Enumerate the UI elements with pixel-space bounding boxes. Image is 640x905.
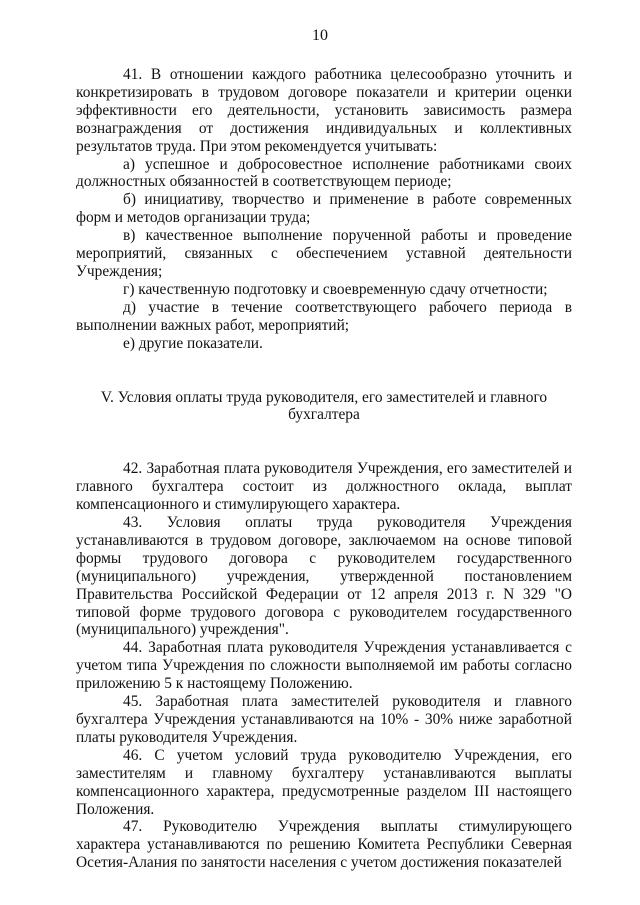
- paragraph-41: 41. В отношении каждого работника целесообразно уточнить и конкретизировать в трудовом договоре показатели и критерии оценки эффективности его деятельности, установить зависимость размера вознаграждения от достижения индивидуальных и коллективных результатов труда. При этом рекомендуется учитывать:: [76, 66, 572, 155]
- paragraph-45: 45. Заработная плата заместителей руководителя и главного бухгалтера Учреждения устанавливаются на 10% - 30% ниже заработной платы руководителя Учреждения.: [76, 693, 572, 746]
- paragraph-42: 42. Заработная плата руководителя Учреждения, его заместителей и главного бухгалтера состоит из должностного оклада, выплат компенсационного и стимулирующего характера.: [76, 460, 572, 514]
- section-spacer: [76, 353, 572, 389]
- page-number: 10: [312, 27, 328, 44]
- paragraph-43: 43. Условия оплаты труда руководителя Учреждения устанавливаются в трудовом договоре, заключаемом на основе типовой формы трудового договора с руководителем государственного (муниципального) учреждения, утвержденной постановлением Правительства Российской Федерации от 12 апреля 2013 г. N 329 "О типовой форме трудового договора с руководителем государственного (муниципального) учреждения".: [76, 514, 572, 639]
- paragraph-47: 47. Руководителю Учреждения выплаты стимулирующего характера устанавливаются по решению Комитета Республики Северная Осетия-Алания по занятости населения с учетом достижения показателей: [76, 818, 572, 872]
- list-item-g: г) качественную подготовку и своевременную сдачу отчетности;: [123, 280, 548, 298]
- list-item-e: е) другие показатели.: [123, 334, 263, 352]
- section-heading: V. Условия оплаты труда руководителя, его заместителей и главного бухгалтера: [100, 388, 548, 424]
- list-item-b: б) инициативу, творчество и применение в работе современных форм и методов организации труда;: [76, 191, 572, 227]
- list-item-v: в) качественное выполнение порученной работы и проведение мероприятий, связанных с обеспечением уставной деятельности Учреждения;: [76, 227, 572, 280]
- paragraph-44: 44. Заработная плата руководителя Учреждения устанавливается с учетом типа Учреждения по сложности выполняемой им работы согласно приложению 5 к настоящему Положению.: [76, 639, 572, 693]
- paragraph-46: 46. С учетом условий труда руководителю Учреждения, его заместителям и главному бухгалтеру устанавливаются выплаты компенсационного характера, предусмотренные разделом III настоящего Положения.: [76, 746, 572, 818]
- list-item-d: д) участие в течение соответствующего рабочего периода в выполнении важных работ, мероприятий;: [76, 298, 572, 334]
- document-body: [76, 66, 572, 872]
- section-spacer: [76, 424, 572, 460]
- list-item-a: а) успешное и добросовестное исполнение работниками своих должностных обязанностей в соответствующем периоде;: [76, 155, 572, 191]
